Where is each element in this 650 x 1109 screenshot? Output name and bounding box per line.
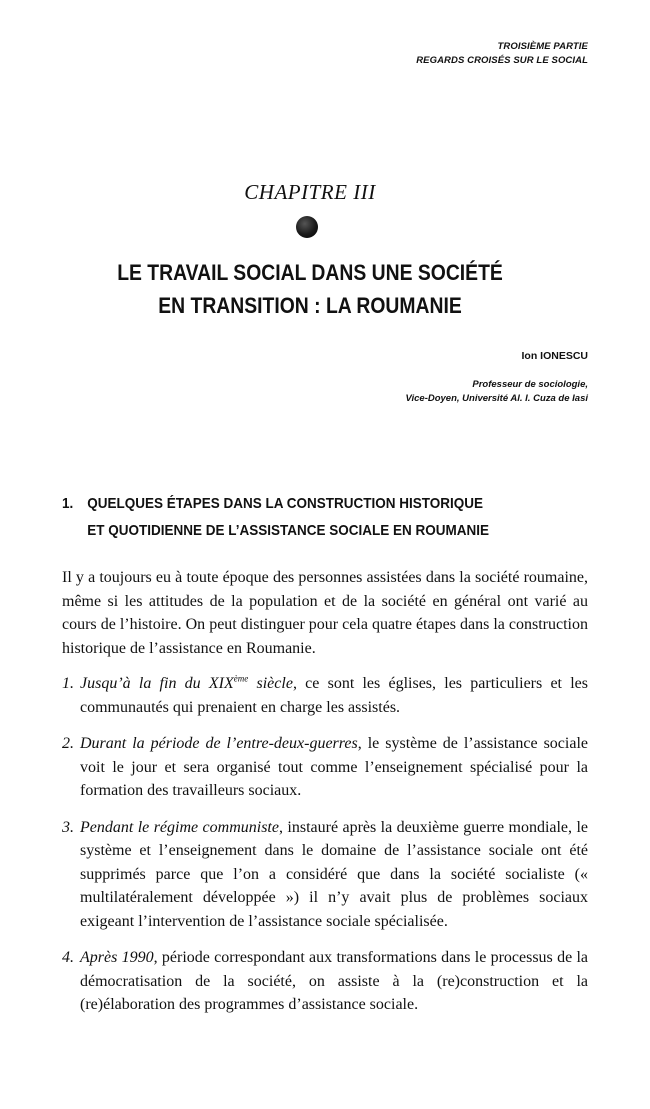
list-item-lead: Après 1990 [80,949,154,966]
list-item [62,732,588,803]
stages-list [62,672,588,1030]
list-item-text: , instauré après la deuxième guerre mondiale, le système et l’enseignement dans le domaine de l’assistance sociale ont été supprimés parce que l’on a considéré que dans la société socialiste (« multilatéralement développée ») il n’y avait plus de problèmes sociaux exigeant l’intervention de l’assistance sociale spécialisée. [80,818,588,930]
list-item [62,816,588,934]
author-name: Ion IONESCU [521,350,588,362]
chapter-label: CHAPITRE III [244,180,376,204]
list-item-lead: Jusqu’à la fin du XIXème siècle [80,673,293,692]
section-title-line-2: ET QUOTIDIENNE DE L’ASSISTANCE SOCIALE EN ROUMANIE [87,522,489,539]
author-affiliation [406,378,589,406]
section-number: 1. [62,495,74,512]
list-marker: 3. [62,818,74,836]
list-marker: 2. [62,735,74,752]
list-item-text: , ce sont les églises, les particuliers et les communautés qui prenaient en charge les assistés. [80,675,589,716]
running-head-part: TROISIÈME PARTIE [497,41,588,52]
running-head-subtitle: REGARDS CROISÉS SUR LE SOCIAL [416,55,588,66]
list-item-text: , période correspondant aux transformations dans le processus de la démocratisation de la société, on assiste à la (re)construction et la (re)élaboration des programmes d’assistance sociale. [80,949,588,1013]
list-item-text: , le système de l’assistance sociale voit le jour et sera organisé tout comme l’enseignement spécialisé pour la formation des travailleurs sociaux. [80,735,588,799]
author-institution: Vice-Doyen, Université Al. I. Cuza de Iasi [405,393,588,404]
section-heading [62,490,566,544]
list-marker: 1. [62,675,74,692]
chapter-title-line-1: LE TRAVAIL SOCIAL DANS UNE SOCIÉTÉ [117,260,503,285]
list-item-lead: Pendant le régime communiste [80,818,279,836]
author-role: Professeur de sociologie, [472,379,588,390]
list-item [62,672,588,719]
chapter-title-line-2: EN TRANSITION : LA ROUMANIE [158,293,462,318]
list-marker: 4. [62,949,74,966]
running-head [416,40,588,68]
section-title-line-1: QUELQUES ÉTAPES DANS LA CONSTRUCTION HISTORIQUE [87,495,483,512]
list-item [62,946,588,1017]
chapter-title [43,256,576,322]
intro-paragraph: Il y a toujours eu à toute époque des personnes assistées dans la société roumaine, même si les attitudes de la population et de la société en général ont varié au cours de l’histoire. On peut distinguer pour cela quatre étapes dans la construction historique de l’assistance en Roumanie. [62,569,588,657]
list-item-lead: Durant la période de l’entre-deux-guerres [80,735,358,752]
chapter-bullet-icon [296,216,318,238]
